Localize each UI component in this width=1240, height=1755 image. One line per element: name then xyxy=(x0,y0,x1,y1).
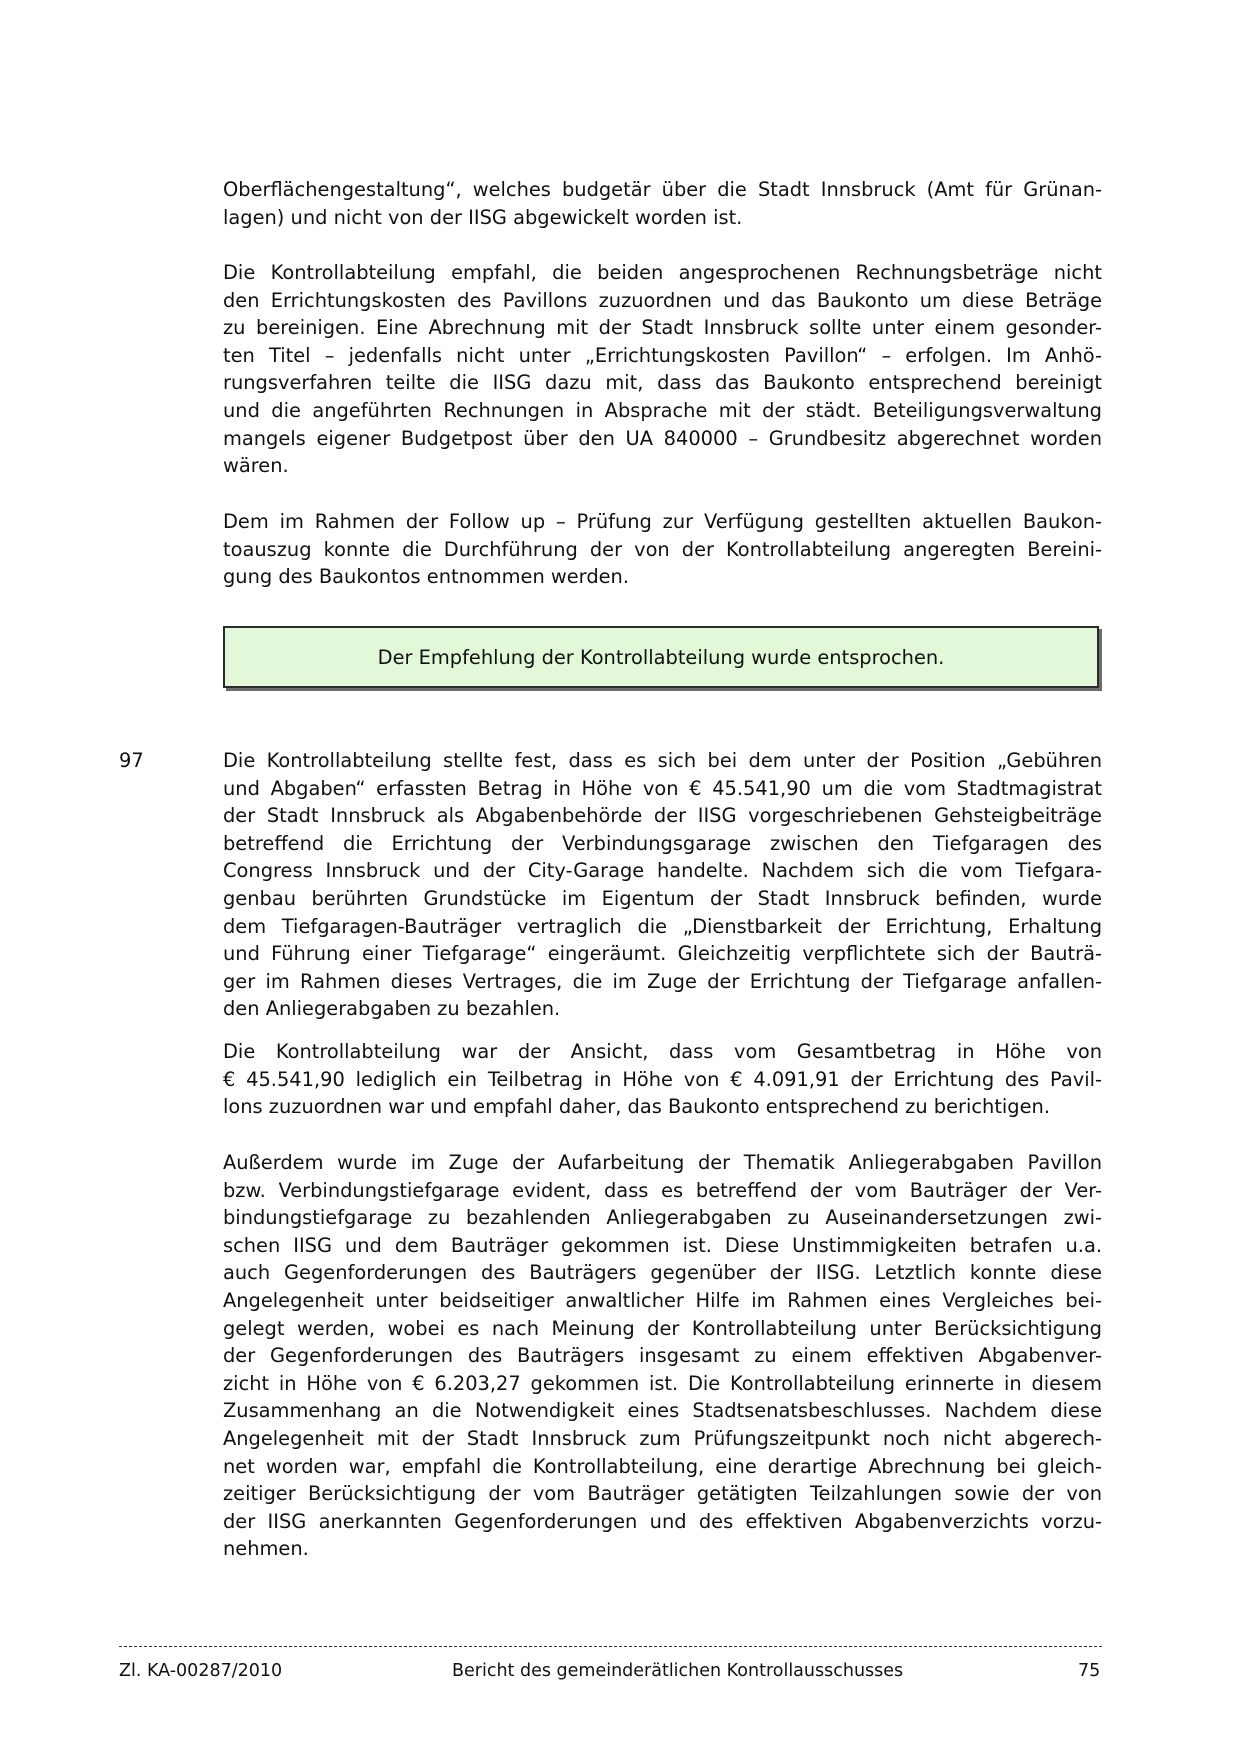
text-line: der IISG anerkannten Gegenforderungen und des effektiven Abgabenverzichts vorzu- xyxy=(223,1509,1102,1533)
paragraph-opinion xyxy=(223,1038,1102,1121)
text-line: und die angeführten Rechnungen in Absprache mit der städt. Beteiligungsverwaltung xyxy=(223,398,1102,422)
footer-reference: Zl. KA-00287/2010 xyxy=(119,1661,283,1681)
paragraph-recommendation-text xyxy=(223,259,1102,480)
text-line: gung des Baukontos entnommen werden. xyxy=(223,565,630,589)
text-line: und Abgaben“ erfassten Betrag in Höhe von € 45.541,90 um die vom Stadtmagistrat xyxy=(223,776,1102,800)
text-line: Die Kontrollabteilung stellte fest, dass es sich bei dem unter der Position „Gebühren xyxy=(223,749,1102,772)
text-line: ger im Rahmen dieses Vertrages, die im Zuge der Errichtung der Tiefgarage anfallen- xyxy=(223,969,1102,993)
paragraph-additional xyxy=(223,1149,1102,1563)
text-line: Zusammenhang an die Notwendigkeit eines Stadtsenatsbeschlusses. Nachdem diese xyxy=(223,1399,1102,1423)
text-line: der Stadt Innsbruck als Abgabenbehörde der IISG vorgeschriebenen Gehsteigbeiträge xyxy=(223,804,1102,828)
text-line: der Gegenforderungen des Bauträgers insgesamt zu einem effektiven Abgabenver- xyxy=(223,1344,1102,1368)
text-line: ten Titel – jedenfalls nicht unter „Errichtungskosten Pavillon“ – erfolgen. Im Anhö- xyxy=(223,343,1102,367)
text-line: gelegt werden, wobei es nach Meinung der Kontrollabteilung unter Berücksichtigung xyxy=(223,1316,1102,1340)
footer-divider xyxy=(119,1646,1102,1647)
text-line: Angelegenheit mit der Stadt Innsbruck zum Prüfungszeitpunkt noch nicht abgerech- xyxy=(223,1426,1102,1450)
text-line: lons zuzuordnen war und empfahl daher, das Baukonto entsprechend zu berichtigen. xyxy=(223,1095,1050,1119)
text-line: Die Kontrollabteilung empfahl, die beiden angesprochenen Rechnungsbeträge nicht xyxy=(223,261,1102,284)
text-line: Congress Innsbruck und der City-Garage handelte. Nachdem sich die vom Tiefgara- xyxy=(223,859,1102,883)
text-line: genbau berührten Grundstücke im Eigentum der Stadt Innsbruck befinden, wurde xyxy=(223,886,1102,910)
text-line: Angelegenheit unter beidseitiger anwaltlicher Hilfe im Rahmen eines Vergleiches bei- xyxy=(223,1288,1102,1312)
text-line: Die Kontrollabteilung war der Ansicht, dass vom Gesamtbetrag in Höhe von xyxy=(223,1040,1102,1063)
text-line: bzw. Verbindungstiefgarage evident, dass es betreffend der vom Bauträger der Ver- xyxy=(223,1178,1102,1202)
text-line: toauszug konnte die Durchführung der von der Kontrollabteilung angeregten Bereini- xyxy=(223,537,1102,561)
paragraph-continuation xyxy=(223,176,1102,231)
text-line: schen IISG und dem Bauträger gekommen ist. Diese Unstimmigkeiten betrafen u.a. xyxy=(223,1233,1102,1257)
paragraph-follow-up xyxy=(223,508,1102,591)
text-line: zu bereinigen. Eine Abrechnung mit der Stadt Innsbruck sollte unter einem gesonder- xyxy=(223,316,1102,340)
text-line: net worden war, empfahl die Kontrollabteilung, eine derartige Abrechnung bei gleich- xyxy=(223,1454,1102,1478)
paragraph-finding xyxy=(223,747,1102,1023)
recommendation-text: Der Empfehlung der Kontrollabteilung wurde entsprochen. xyxy=(377,645,945,669)
text-line: € 45.541,90 lediglich ein Teilbetrag in Höhe von € 4.091,91 der Errichtung des Pavil- xyxy=(223,1067,1102,1091)
text-line: den Errichtungskosten des Pavillons zuzuordnen und das Baukonto um diese Beträge xyxy=(223,288,1102,312)
text-line: und Führung einer Tiefgarage“ eingeräumt. Gleichzeitig verpflichtete sich der Bauträ- xyxy=(223,942,1102,966)
text-line: Oberflächengestaltung“, welches budgetär über die Stadt Innsbruck (Amt für Grünan- xyxy=(223,178,1102,201)
text-line: nehmen. xyxy=(223,1537,309,1561)
footer-title: Bericht des gemeinderätlichen Kontrollausschusses xyxy=(452,1661,904,1681)
text-line: auch Gegenforderungen des Bauträgers gegenüber der IISG. Letztlich konnte diese xyxy=(223,1261,1102,1285)
text-line: wären. xyxy=(223,454,289,478)
recommendation-box xyxy=(223,626,1099,688)
page-number: 75 xyxy=(1078,1661,1101,1681)
text-line: zeitiger Berücksichtigung der vom Bauträger getätigten Teilzahlungen sowie der von xyxy=(223,1482,1102,1506)
text-line: mangels eigener Budgetpost über den UA 840000 – Grundbesitz abgerechnet worden xyxy=(223,426,1102,450)
section-number: 97 xyxy=(119,749,144,772)
text-line: betreffend die Errichtung der Verbindungsgarage zwischen den Tiefgaragen des xyxy=(223,831,1102,855)
text-line: bindungstiefgarage zu bezahlenden Anliegerabgaben zu Auseinandersetzungen zwi- xyxy=(223,1206,1102,1230)
text-line: rungsverfahren teilte die IISG dazu mit, dass das Baukonto entsprechend bereinigt xyxy=(223,371,1102,395)
text-line: den Anliegerabgaben zu bezahlen. xyxy=(223,997,561,1021)
text-line: zicht in Höhe von € 6.203,27 gekommen ist. Die Kontrollabteilung erinnerte in diesem xyxy=(223,1371,1102,1395)
text-line: Außerdem wurde im Zuge der Aufarbeitung der Thematik Anliegerabgaben Pavillon xyxy=(223,1151,1102,1174)
text-line: lagen) und nicht von der IISG abgewickelt worden ist. xyxy=(223,205,743,229)
text-line: dem Tiefgaragen-Bauträger vertraglich die „Dienstbarkeit der Errichtung, Erhaltung xyxy=(223,914,1102,938)
text-line: Dem im Rahmen der Follow up – Prüfung zur Verfügung gestellten aktuellen Baukon- xyxy=(223,510,1102,533)
